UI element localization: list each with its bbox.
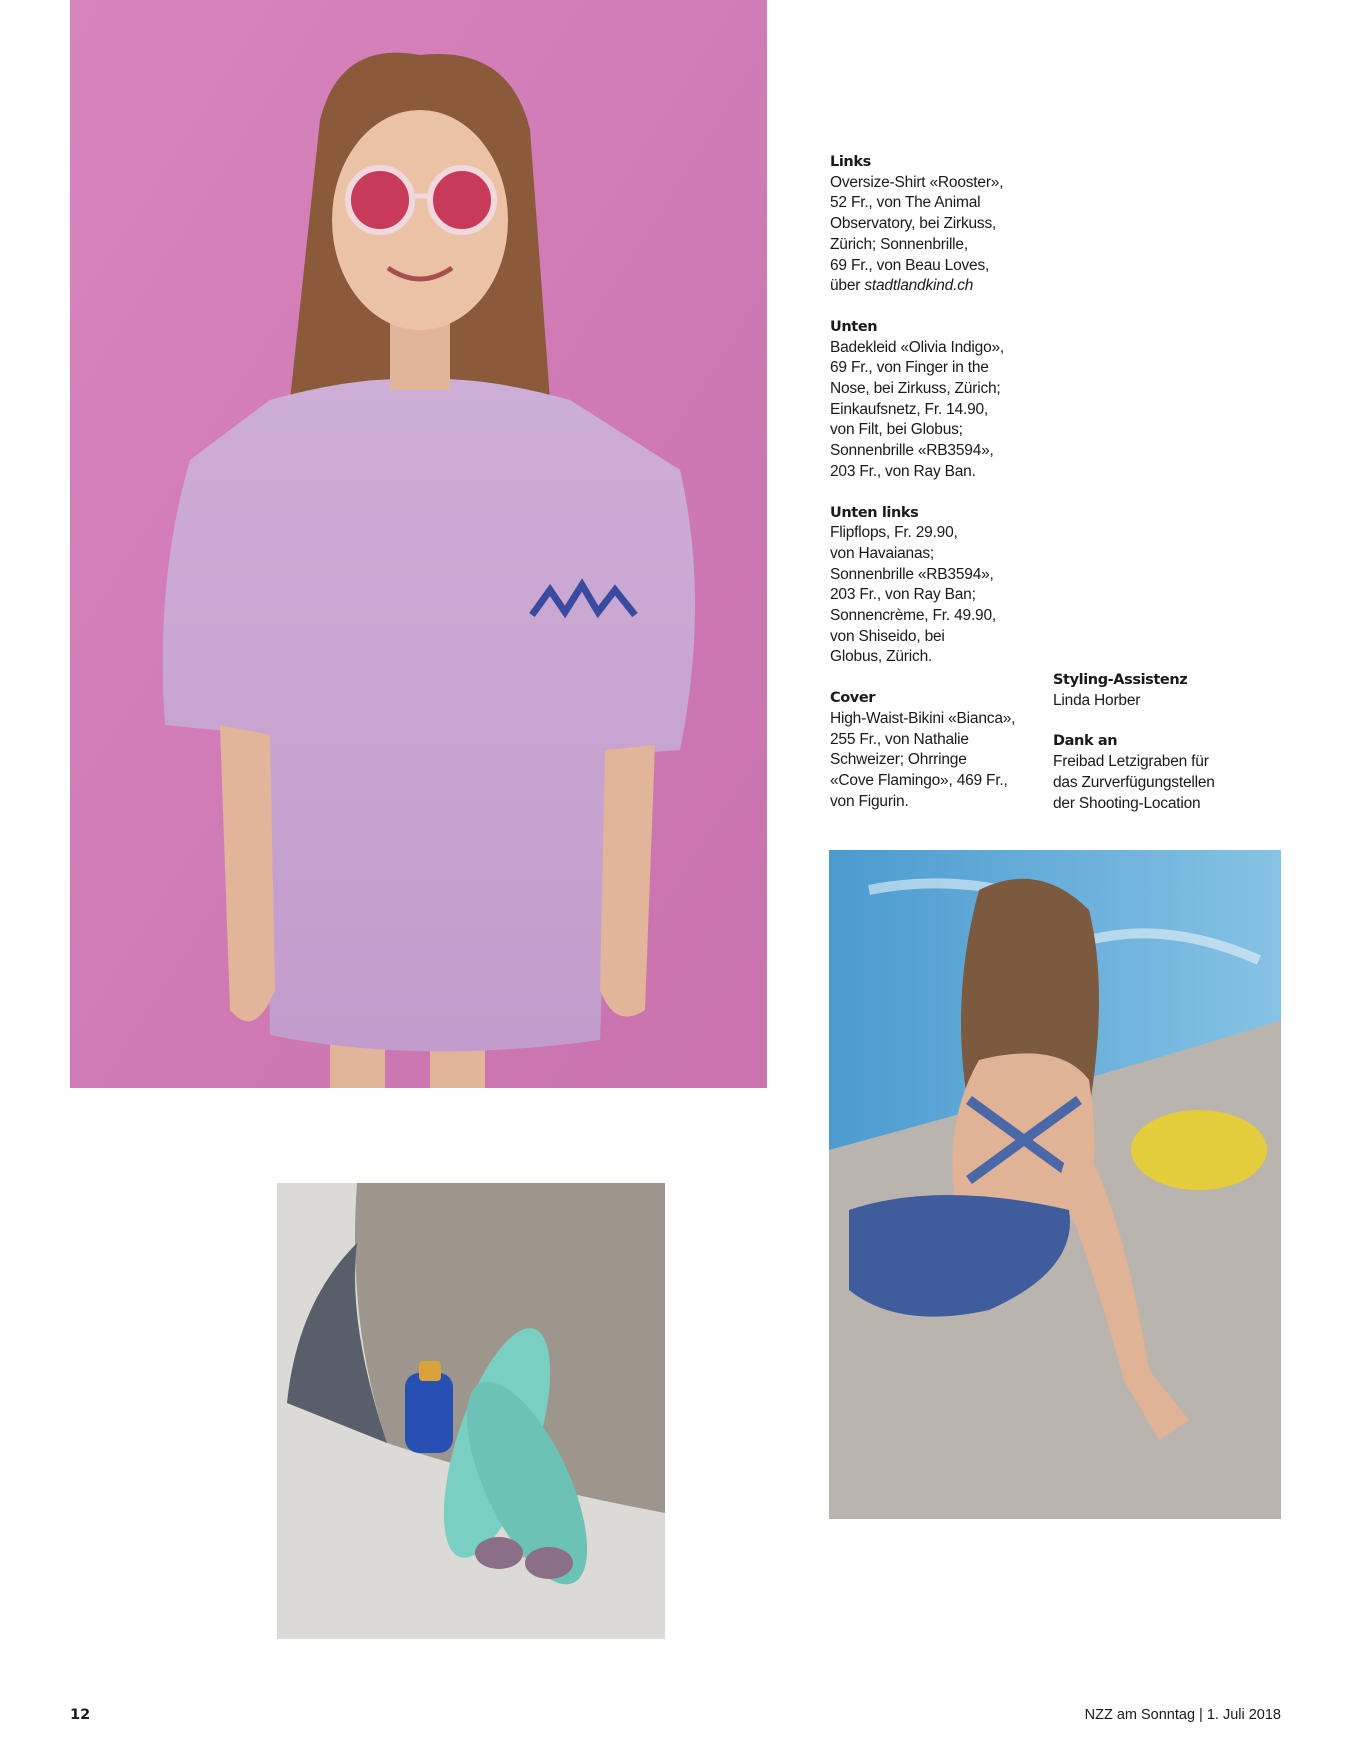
credit-heading: Unten links: [830, 504, 919, 521]
credit-heading: Dank an: [1053, 733, 1118, 750]
credit-line: Freibad Letzigraben für: [1053, 753, 1209, 771]
credit-line: 255 Fr., von Nathalie: [830, 730, 969, 748]
credit-line: Badekleid «Olivia Indigo»,: [830, 338, 1005, 356]
photo-girl-poolside: [829, 850, 1281, 1519]
credit-line: 203 Fr., von Ray Ban;: [830, 586, 976, 604]
photo-girl-pink-backdrop: [70, 0, 767, 1088]
credit-block-links: [830, 152, 1040, 297]
credit-line: Schweizer; Ohrringe: [830, 751, 967, 769]
credits-column-staff: [1053, 670, 1263, 834]
photo-flipflops-sunscreen: [277, 1183, 665, 1639]
credit-line: 52 Fr., von The Animal: [830, 194, 981, 212]
credit-line: [830, 276, 1040, 297]
credit-line: Zürich; Sonnenbrille,: [830, 235, 968, 253]
credit-line: High-Waist-Bikini «Bianca»,: [830, 709, 1016, 727]
credit-line: der Shooting-Location: [1053, 794, 1201, 812]
credit-line: von Filt, bei Globus;: [830, 421, 963, 439]
credit-heading: Unten: [830, 318, 878, 335]
credit-line: 69 Fr., von Finger in the: [830, 359, 989, 377]
publication-separator: |: [1199, 1707, 1203, 1723]
publication-date: 1. Juli 2018: [1206, 1707, 1281, 1723]
credit-line: Linda Horber: [1053, 691, 1141, 709]
credit-line: Globus, Zürich.: [830, 648, 933, 666]
credit-block-unten: [830, 317, 1040, 483]
credit-block-styling: [1053, 670, 1263, 711]
credits-column-main: [830, 152, 1040, 832]
credit-line: 203 Fr., von Ray Ban.: [830, 462, 976, 480]
credit-line: Flipflops, Fr. 29.90,: [830, 524, 958, 542]
credit-line: von Shiseido, bei: [830, 627, 945, 645]
credit-line: Oversize-Shirt «Rooster»,: [830, 173, 1004, 191]
publication-name: NZZ am Sonntag: [1084, 1707, 1196, 1723]
credit-shop-link: stadtlandkind.ch: [864, 277, 974, 295]
credit-line-prefix: über: [830, 277, 865, 295]
credit-heading: Styling-Assistenz: [1053, 672, 1188, 688]
credit-line: Nose, bei Zirkuss, Zürich;: [830, 380, 1001, 398]
credit-line: 69 Fr., von Beau Loves,: [830, 256, 990, 274]
credit-line: von Havaianas;: [830, 544, 935, 562]
credit-heading: Links: [830, 154, 871, 170]
credit-line: Observatory, bei Zirkuss,: [830, 215, 997, 233]
credit-line: Sonnenbrille «RB3594»,: [830, 442, 994, 460]
credit-line: das Zurverfügungstellen: [1053, 773, 1215, 791]
publication-line: [1085, 1707, 1281, 1723]
credit-block-thanks: [1053, 731, 1263, 814]
credit-line: Einkaufsnetz, Fr. 14.90,: [830, 400, 989, 418]
credit-line: «Cove Flamingo», 469 Fr.,: [830, 771, 1008, 789]
credit-block-unten-links: [830, 503, 1040, 669]
credit-line: Sonnencrème, Fr. 49.90,: [830, 607, 996, 625]
page-number: 12: [70, 1707, 91, 1723]
credit-line: Sonnenbrille «RB3594»,: [830, 565, 994, 583]
credit-block-cover: [830, 688, 1040, 812]
credit-line: von Figurin.: [830, 792, 909, 810]
credit-heading: Cover: [830, 690, 876, 707]
